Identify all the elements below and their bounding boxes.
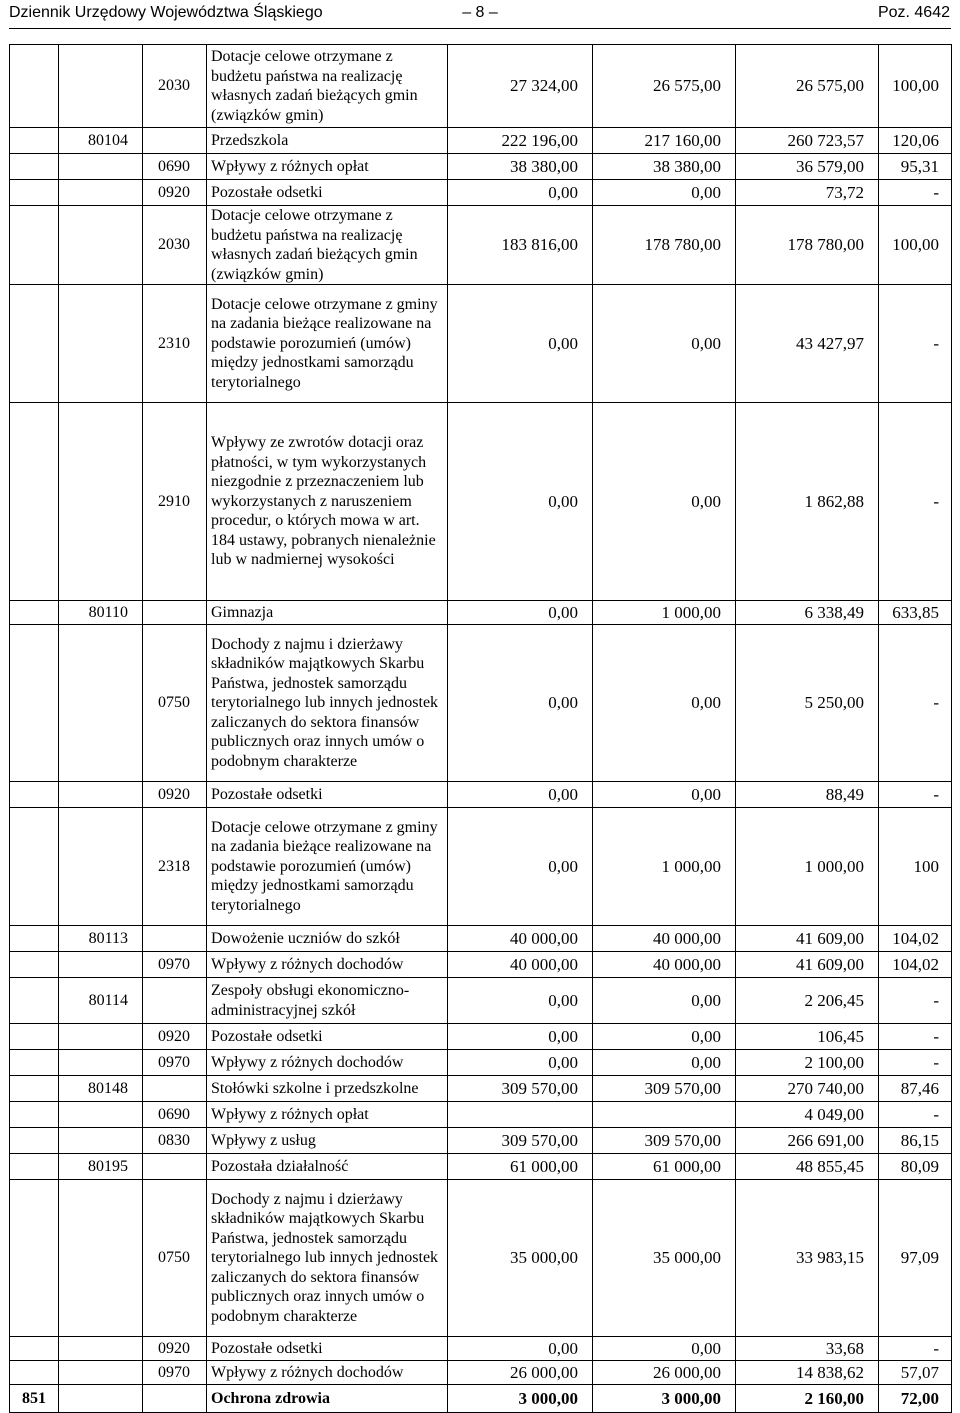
plan-initial-cell: 0,00 xyxy=(448,1337,593,1361)
section-code-cell xyxy=(10,206,59,285)
plan-initial-cell: 0,00 xyxy=(448,285,593,403)
paragraph-code-cell: 0970 xyxy=(143,952,207,978)
plan-initial-cell: 61 000,00 xyxy=(448,1154,593,1180)
plan-after-changes-cell: 309 570,00 xyxy=(593,1076,736,1102)
section-code-cell xyxy=(10,154,59,180)
chapter-code-cell xyxy=(59,1180,143,1337)
plan-initial-cell: 0,00 xyxy=(448,601,593,625)
table-row xyxy=(10,1180,952,1337)
table-row xyxy=(10,808,952,926)
page-number: – 8 – xyxy=(462,4,498,21)
execution-percent-cell: 97,09 xyxy=(879,1180,952,1337)
plan-after-changes-cell: 217 160,00 xyxy=(593,128,736,154)
table-row xyxy=(10,1154,952,1180)
chapter-code-cell: 80113 xyxy=(59,926,143,952)
description-cell: Stołówki szkolne i przedszkolne xyxy=(207,1076,448,1102)
paragraph-code-cell: 2310 xyxy=(143,285,207,403)
description-cell: Dotacje celowe otrzymane z gminy na zadania bieżące realizowane na podstawie porozumień (umów) między jednostkami samorządu terytorialnego xyxy=(207,285,448,403)
chapter-code-cell xyxy=(59,1385,143,1413)
page-header xyxy=(0,0,960,28)
section-code-cell xyxy=(10,403,59,601)
paragraph-code-cell xyxy=(143,1076,207,1102)
section-code-cell xyxy=(10,180,59,206)
plan-initial-cell: 0,00 xyxy=(448,978,593,1024)
execution-cell: 26 575,00 xyxy=(736,45,879,128)
description-cell: Pozostałe odsetki xyxy=(207,782,448,808)
paragraph-code-cell: 2030 xyxy=(143,206,207,285)
paragraph-code-cell: 2910 xyxy=(143,403,207,601)
chapter-code-cell xyxy=(59,1128,143,1154)
description-cell: Wpływy z usług xyxy=(207,1128,448,1154)
plan-initial-cell: 0,00 xyxy=(448,180,593,206)
section-code-cell xyxy=(10,1337,59,1361)
table-row xyxy=(10,1385,952,1413)
paragraph-code-cell xyxy=(143,978,207,1024)
plan-initial-cell: 35 000,00 xyxy=(448,1180,593,1337)
execution-percent-cell: - xyxy=(879,782,952,808)
execution-cell: 4 049,00 xyxy=(736,1102,879,1128)
description-cell: Pozostałe odsetki xyxy=(207,1337,448,1361)
chapter-code-cell: 80110 xyxy=(59,601,143,625)
section-code-cell xyxy=(10,1180,59,1337)
chapter-code-cell xyxy=(59,1337,143,1361)
paragraph-code-cell: 0970 xyxy=(143,1050,207,1076)
description-cell: Gimnazja xyxy=(207,601,448,625)
table-row xyxy=(10,1076,952,1102)
description-cell: Pozostałe odsetki xyxy=(207,180,448,206)
execution-percent-cell: 104,02 xyxy=(879,952,952,978)
execution-percent-cell: 100 xyxy=(879,808,952,926)
description-cell: Wpływy z różnych dochodów xyxy=(207,952,448,978)
description-cell: Wpływy z różnych opłat xyxy=(207,154,448,180)
plan-after-changes-cell: 309 570,00 xyxy=(593,1128,736,1154)
description-cell: Dotacje celowe otrzymane z gminy na zadania bieżące realizowane na podstawie porozumień (umów) między jednostkami samorządu terytorialnego xyxy=(207,808,448,926)
plan-after-changes-cell: 1 000,00 xyxy=(593,808,736,926)
chapter-code-cell xyxy=(59,154,143,180)
table-row xyxy=(10,1024,952,1050)
execution-percent-cell: 87,46 xyxy=(879,1076,952,1102)
plan-after-changes-cell: 1 000,00 xyxy=(593,601,736,625)
paragraph-code-cell: 0970 xyxy=(143,1361,207,1385)
description-cell: Wpływy z różnych opłat xyxy=(207,1102,448,1128)
execution-cell: 48 855,45 xyxy=(736,1154,879,1180)
chapter-code-cell xyxy=(59,1050,143,1076)
plan-after-changes-cell: 178 780,00 xyxy=(593,206,736,285)
section-code-cell xyxy=(10,782,59,808)
description-cell: Wpływy z różnych dochodów xyxy=(207,1050,448,1076)
plan-after-changes-cell: 0,00 xyxy=(593,782,736,808)
table-row xyxy=(10,285,952,403)
paragraph-code-cell: 2030 xyxy=(143,45,207,128)
chapter-code-cell xyxy=(59,285,143,403)
plan-after-changes-cell xyxy=(593,1102,736,1128)
paragraph-code-cell: 0830 xyxy=(143,1128,207,1154)
plan-initial-cell: 183 816,00 xyxy=(448,206,593,285)
description-cell: Przedszkola xyxy=(207,128,448,154)
chapter-code-cell xyxy=(59,403,143,601)
plan-after-changes-cell: 0,00 xyxy=(593,1024,736,1050)
execution-percent-cell: - xyxy=(879,285,952,403)
paragraph-code-cell: 0690 xyxy=(143,1102,207,1128)
description-cell: Dochody z najmu i dzierżawy składników majątkowych Skarbu Państwa, jednostek samorządu terytorialnego lub innych jednostek zaliczanych do sektora finansów publicznych oraz innych umów o podobnym charakterze xyxy=(207,1180,448,1337)
execution-percent-cell: 633,85 xyxy=(879,601,952,625)
section-code-cell xyxy=(10,625,59,782)
execution-percent-cell: 100,00 xyxy=(879,206,952,285)
journal-title: Dziennik Urzędowy Województwa Śląskiego xyxy=(9,4,323,21)
plan-initial-cell: 309 570,00 xyxy=(448,1128,593,1154)
chapter-code-cell xyxy=(59,952,143,978)
plan-initial-cell: 38 380,00 xyxy=(448,154,593,180)
paragraph-code-cell: 0750 xyxy=(143,1180,207,1337)
plan-initial-cell: 222 196,00 xyxy=(448,128,593,154)
plan-initial-cell: 3 000,00 xyxy=(448,1385,593,1413)
section-code-cell xyxy=(10,1361,59,1385)
section-code-cell xyxy=(10,952,59,978)
description-cell: Dochody z najmu i dzierżawy składników majątkowych Skarbu Państwa, jednostek samorządu terytorialnego lub innych jednostek zaliczanych do sektora finansów publicznych oraz innych umów o podobnym charakterze xyxy=(207,625,448,782)
plan-initial-cell: 26 000,00 xyxy=(448,1361,593,1385)
table-row xyxy=(10,1337,952,1361)
chapter-code-cell: 80148 xyxy=(59,1076,143,1102)
section-code-cell xyxy=(10,1128,59,1154)
execution-cell: 73,72 xyxy=(736,180,879,206)
execution-cell: 270 740,00 xyxy=(736,1076,879,1102)
section-code-cell xyxy=(10,601,59,625)
chapter-code-cell xyxy=(59,1024,143,1050)
plan-after-changes-cell: 0,00 xyxy=(593,403,736,601)
section-code-cell xyxy=(10,45,59,128)
plan-initial-cell: 40 000,00 xyxy=(448,926,593,952)
execution-cell: 2 100,00 xyxy=(736,1050,879,1076)
plan-initial-cell: 0,00 xyxy=(448,625,593,782)
plan-after-changes-cell: 0,00 xyxy=(593,978,736,1024)
section-code-cell xyxy=(10,285,59,403)
paragraph-code-cell xyxy=(143,601,207,625)
section-code-cell xyxy=(10,926,59,952)
execution-percent-cell: 104,02 xyxy=(879,926,952,952)
chapter-code-cell xyxy=(59,206,143,285)
chapter-code-cell: 80104 xyxy=(59,128,143,154)
section-code-cell xyxy=(10,1154,59,1180)
execution-percent-cell: 120,06 xyxy=(879,128,952,154)
execution-cell: 43 427,97 xyxy=(736,285,879,403)
execution-percent-cell: 86,15 xyxy=(879,1128,952,1154)
paragraph-code-cell: 0920 xyxy=(143,1024,207,1050)
description-cell: Pozostała działalność xyxy=(207,1154,448,1180)
execution-percent-cell: - xyxy=(879,1024,952,1050)
section-code-cell xyxy=(10,1050,59,1076)
paragraph-code-cell: 2318 xyxy=(143,808,207,926)
chapter-code-cell: 80114 xyxy=(59,978,143,1024)
plan-after-changes-cell: 0,00 xyxy=(593,1050,736,1076)
execution-percent-cell: - xyxy=(879,180,952,206)
execution-cell: 1 862,88 xyxy=(736,403,879,601)
chapter-code-cell xyxy=(59,180,143,206)
section-code-cell xyxy=(10,1076,59,1102)
section-code-cell xyxy=(10,1102,59,1128)
execution-cell: 266 691,00 xyxy=(736,1128,879,1154)
plan-initial-cell: 0,00 xyxy=(448,808,593,926)
table-row xyxy=(10,1128,952,1154)
paragraph-code-cell: 0920 xyxy=(143,782,207,808)
budget-income-table xyxy=(9,44,952,1413)
plan-after-changes-cell: 40 000,00 xyxy=(593,926,736,952)
execution-percent-cell: - xyxy=(879,978,952,1024)
paragraph-code-cell xyxy=(143,1385,207,1413)
execution-percent-cell: - xyxy=(879,1050,952,1076)
section-code-cell xyxy=(10,978,59,1024)
execution-cell: 33 983,15 xyxy=(736,1180,879,1337)
plan-initial-cell: 27 324,00 xyxy=(448,45,593,128)
description-cell: Dowożenie uczniów do szkół xyxy=(207,926,448,952)
paragraph-code-cell: 0920 xyxy=(143,180,207,206)
plan-after-changes-cell: 3 000,00 xyxy=(593,1385,736,1413)
execution-percent-cell: 100,00 xyxy=(879,45,952,128)
execution-percent-cell: - xyxy=(879,1102,952,1128)
execution-percent-cell: 80,09 xyxy=(879,1154,952,1180)
chapter-code-cell xyxy=(59,625,143,782)
position-number: Poz. 4642 xyxy=(877,4,950,21)
plan-initial-cell: 0,00 xyxy=(448,782,593,808)
paragraph-code-cell: 0920 xyxy=(143,1337,207,1361)
paragraph-code-cell xyxy=(143,926,207,952)
chapter-code-cell xyxy=(59,808,143,926)
execution-cell: 2 160,00 xyxy=(736,1385,879,1413)
header-divider xyxy=(9,28,951,29)
execution-cell: 1 000,00 xyxy=(736,808,879,926)
description-cell: Zespoły obsługi ekonomiczno-administracyjnej szkół xyxy=(207,978,448,1024)
chapter-code-cell xyxy=(59,1102,143,1128)
plan-after-changes-cell: 40 000,00 xyxy=(593,952,736,978)
table-row xyxy=(10,952,952,978)
table-row xyxy=(10,978,952,1024)
table-row xyxy=(10,206,952,285)
description-cell: Dotacje celowe otrzymane z budżetu państwa na realizację własnych zadań bieżących gmin (związków gmin) xyxy=(207,45,448,128)
section-code-cell: 851 xyxy=(10,1385,59,1413)
table-row xyxy=(10,180,952,206)
chapter-code-cell xyxy=(59,1361,143,1385)
execution-cell: 36 579,00 xyxy=(736,154,879,180)
plan-initial-cell: 0,00 xyxy=(448,1024,593,1050)
table-row xyxy=(10,403,952,601)
table-row xyxy=(10,1050,952,1076)
description-cell: Dotacje celowe otrzymane z budżetu państwa na realizację własnych zadań bieżących gmin (związków gmin) xyxy=(207,206,448,285)
plan-after-changes-cell: 0,00 xyxy=(593,625,736,782)
chapter-code-cell: 80195 xyxy=(59,1154,143,1180)
table-row xyxy=(10,926,952,952)
paragraph-code-cell: 0750 xyxy=(143,625,207,782)
chapter-code-cell xyxy=(59,45,143,128)
description-cell: Pozostałe odsetki xyxy=(207,1024,448,1050)
description-cell: Wpływy z różnych dochodów xyxy=(207,1361,448,1385)
table-body xyxy=(10,45,952,1413)
execution-cell: 260 723,57 xyxy=(736,128,879,154)
description-cell: Wpływy ze zwrotów dotacji oraz płatności, w tym wykorzystanych niezgodnie z przeznaczeniem lub wykorzystanych z naruszeniem procedur, o których mowa w art. 184 ustawy, pobranych nienależnie lub w nadmiernej wysokości xyxy=(207,403,448,601)
table-row xyxy=(10,128,952,154)
execution-cell: 178 780,00 xyxy=(736,206,879,285)
execution-cell: 14 838,62 xyxy=(736,1361,879,1385)
paragraph-code-cell xyxy=(143,1154,207,1180)
plan-after-changes-cell: 0,00 xyxy=(593,1337,736,1361)
plan-after-changes-cell: 0,00 xyxy=(593,180,736,206)
description-cell: Ochrona zdrowia xyxy=(207,1385,448,1413)
execution-cell: 41 609,00 xyxy=(736,952,879,978)
plan-initial-cell xyxy=(448,1102,593,1128)
plan-after-changes-cell: 38 380,00 xyxy=(593,154,736,180)
execution-cell: 2 206,45 xyxy=(736,978,879,1024)
execution-cell: 88,49 xyxy=(736,782,879,808)
plan-initial-cell: 309 570,00 xyxy=(448,1076,593,1102)
paragraph-code-cell xyxy=(143,128,207,154)
section-code-cell xyxy=(10,808,59,926)
plan-after-changes-cell: 26 575,00 xyxy=(593,45,736,128)
execution-cell: 6 338,49 xyxy=(736,601,879,625)
paragraph-code-cell: 0690 xyxy=(143,154,207,180)
execution-cell: 41 609,00 xyxy=(736,926,879,952)
plan-after-changes-cell: 26 000,00 xyxy=(593,1361,736,1385)
execution-percent-cell: - xyxy=(879,625,952,782)
table-row xyxy=(10,45,952,128)
chapter-code-cell xyxy=(59,782,143,808)
table-row xyxy=(10,1361,952,1385)
execution-cell: 5 250,00 xyxy=(736,625,879,782)
execution-percent-cell: 72,00 xyxy=(879,1385,952,1413)
plan-after-changes-cell: 35 000,00 xyxy=(593,1180,736,1337)
plan-after-changes-cell: 61 000,00 xyxy=(593,1154,736,1180)
section-code-cell xyxy=(10,128,59,154)
plan-initial-cell: 40 000,00 xyxy=(448,952,593,978)
execution-percent-cell: 57,07 xyxy=(879,1361,952,1385)
execution-percent-cell: - xyxy=(879,1337,952,1361)
table-row xyxy=(10,782,952,808)
table-row xyxy=(10,601,952,625)
table-row xyxy=(10,1102,952,1128)
table-row xyxy=(10,154,952,180)
section-code-cell xyxy=(10,1024,59,1050)
plan-initial-cell: 0,00 xyxy=(448,403,593,601)
table-row xyxy=(10,625,952,782)
execution-percent-cell: 95,31 xyxy=(879,154,952,180)
execution-percent-cell: - xyxy=(879,403,952,601)
execution-cell: 33,68 xyxy=(736,1337,879,1361)
plan-initial-cell: 0,00 xyxy=(448,1050,593,1076)
plan-after-changes-cell: 0,00 xyxy=(593,285,736,403)
execution-cell: 106,45 xyxy=(736,1024,879,1050)
